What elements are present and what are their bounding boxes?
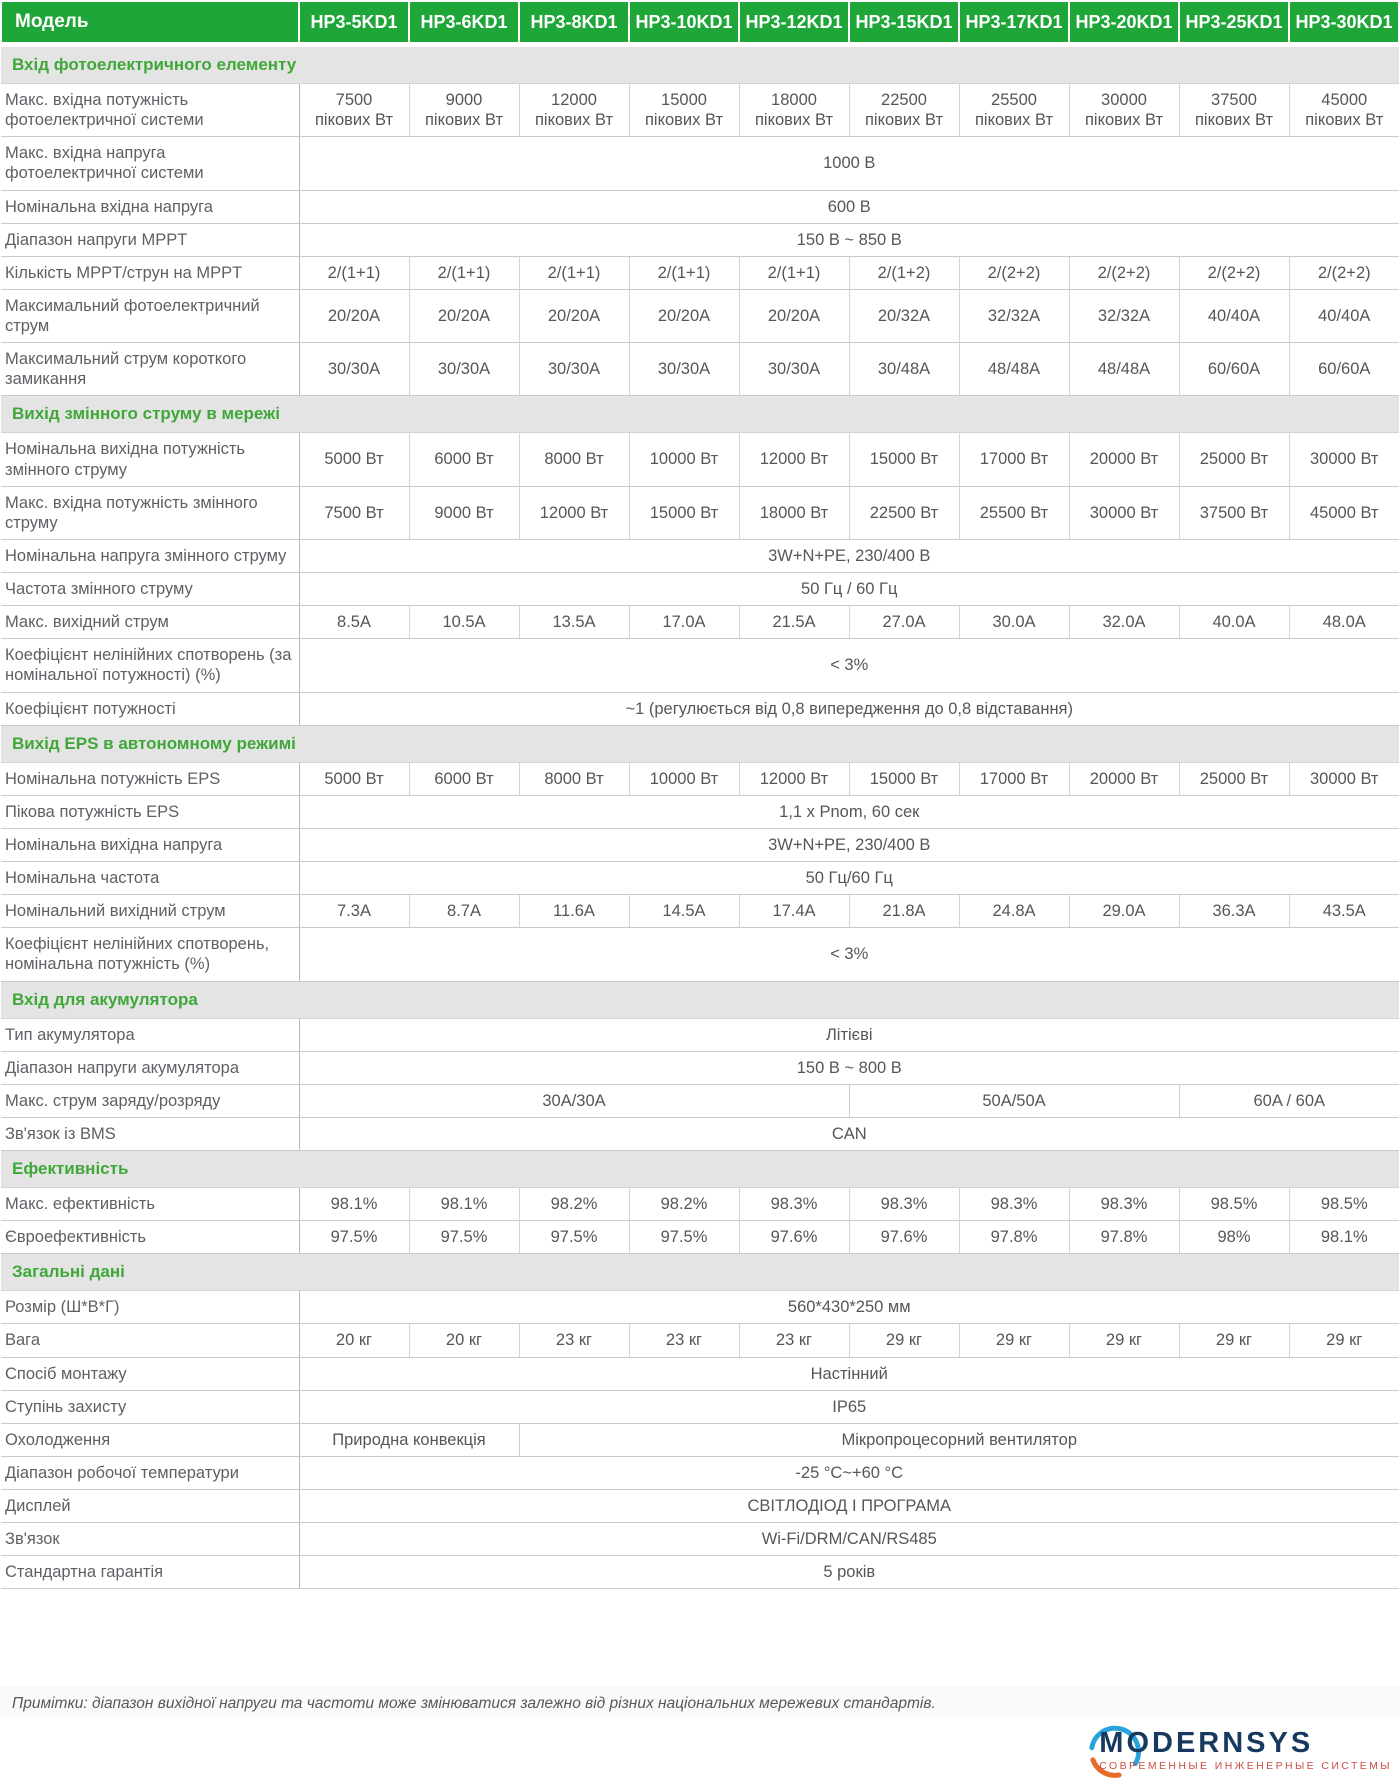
value-cell: 8000 Вт — [519, 433, 629, 486]
footnote-text: Примітки: діапазон вихідної напруги та частоти може змінюватися залежно від різних національних мережевих стандартів. — [0, 1686, 1400, 1719]
value-cell: 20/20A — [519, 289, 629, 342]
logo-name: MODERNSYS — [1099, 1727, 1314, 1760]
merged-value-cell: 1,1 x Pnom, 60 сек — [299, 795, 1399, 828]
model-header-row — [1, 1, 1399, 45]
value-cell: 98.1% — [409, 1188, 519, 1221]
spec-row — [1, 1084, 1399, 1117]
logo-row — [0, 1719, 1400, 1783]
model-header-cell: HP3-6KD1 — [409, 1, 519, 45]
value-cell: 2/(2+2) — [1289, 256, 1399, 289]
value-cell: 30000 Вт — [1289, 433, 1399, 486]
row-label-cell: Номінальна частота — [1, 862, 299, 895]
model-header-cell: HP3-10KD1 — [629, 1, 739, 45]
value-cell: 45000 Вт — [1289, 486, 1399, 539]
value-cell: 7500 Вт — [299, 486, 409, 539]
value-cell: 9000 Вт — [409, 486, 519, 539]
value-cell: 30/30A — [409, 343, 519, 396]
group-value-cell: 30A/30A — [299, 1084, 849, 1117]
value-cell: 37500 Вт — [1179, 486, 1289, 539]
value-cell: 20/20A — [299, 289, 409, 342]
value-cell: 30000 Вт — [1289, 762, 1399, 795]
spec-row — [1, 223, 1399, 256]
value-cell: 98.1% — [299, 1188, 409, 1221]
logo-tagline: СОВРЕМЕННЫЕ ИНЖЕНЕРНЫЕ СИСТЕМЫ — [1099, 1759, 1392, 1772]
value-cell: 15000 Вт — [849, 762, 959, 795]
section-header-row — [1, 1254, 1399, 1291]
value-cell: 40/40A — [1289, 289, 1399, 342]
value-cell: 32/32A — [959, 289, 1069, 342]
row-label-cell: Зв'язок — [1, 1523, 299, 1556]
row-label-cell: Розмір (Ш*В*Г) — [1, 1291, 299, 1324]
spec-row — [1, 1117, 1399, 1150]
spec-row — [1, 256, 1399, 289]
value-cell: 24.8A — [959, 895, 1069, 928]
row-label-cell: Номінальна вихідна потужність змінного струму — [1, 433, 299, 486]
value-cell: 30/30A — [739, 343, 849, 396]
spec-row — [1, 1051, 1399, 1084]
value-cell: 32.0A — [1069, 606, 1179, 639]
value-cell: 97.5% — [629, 1221, 739, 1254]
model-header-label: Модель — [1, 1, 299, 45]
row-label-cell: Тип акумулятора — [1, 1018, 299, 1051]
value-cell: 21.5A — [739, 606, 849, 639]
value-cell: 32/32A — [1069, 289, 1179, 342]
row-label-cell: Номінальна напруга змінного струму — [1, 539, 299, 572]
spec-row — [1, 895, 1399, 928]
merged-value-cell: -25 °C~+60 °C — [299, 1456, 1399, 1489]
value-cell: 12000 Вт — [519, 486, 629, 539]
value-cell: 98% — [1179, 1221, 1289, 1254]
logo-text — [1099, 1728, 1392, 1771]
value-cell: 18000 Вт — [739, 486, 849, 539]
value-cell: 29 кг — [849, 1324, 959, 1357]
row-label-cell: Ступінь захисту — [1, 1390, 299, 1423]
row-label-cell: Частота змінного струму — [1, 573, 299, 606]
value-cell: 20000 Вт — [1069, 433, 1179, 486]
group-value-cell: 60A / 60A — [1179, 1084, 1399, 1117]
value-cell: 20 кг — [409, 1324, 519, 1357]
value-cell: 2/(1+2) — [849, 256, 959, 289]
value-cell: 98.3% — [959, 1188, 1069, 1221]
row-label-cell: Дисплей — [1, 1490, 299, 1523]
value-cell: 98.3% — [1069, 1188, 1179, 1221]
merged-value-cell: 1000 В — [299, 137, 1399, 190]
model-header-cell: HP3-12KD1 — [739, 1, 849, 45]
model-header-cell: HP3-5KD1 — [299, 1, 409, 45]
value-cell: 7.3A — [299, 895, 409, 928]
merged-value-cell: ~1 (регулюється від 0,8 випередження до 0,8 відставання) — [299, 692, 1399, 725]
spec-row — [1, 137, 1399, 190]
merged-value-cell: 150 В ~ 800 В — [299, 1051, 1399, 1084]
merged-value-cell: 50 Гц / 60 Гц — [299, 573, 1399, 606]
value-cell: 25000 Вт — [1179, 762, 1289, 795]
row-label-cell: Макс. ефективність — [1, 1188, 299, 1221]
row-label-cell: Зв'язок із BMS — [1, 1117, 299, 1150]
section-title: Загальні дані — [1, 1254, 1399, 1291]
value-cell: 10000 Вт — [629, 433, 739, 486]
merged-value-cell: 150 В ~ 850 В — [299, 223, 1399, 256]
merged-value-cell: IP65 — [299, 1390, 1399, 1423]
value-cell: 11.6A — [519, 895, 629, 928]
value-cell: 9000 пікових Вт — [409, 84, 519, 137]
value-cell: 48/48A — [1069, 343, 1179, 396]
value-cell: 25500 Вт — [959, 486, 1069, 539]
merged-value-cell: CAN — [299, 1117, 1399, 1150]
value-cell: 2/(2+2) — [1179, 256, 1289, 289]
spec-row — [1, 1188, 1399, 1221]
group-value-cell: Природна конвекція — [299, 1423, 519, 1456]
value-cell: 23 кг — [739, 1324, 849, 1357]
value-cell: 27.0A — [849, 606, 959, 639]
value-cell: 22500 Вт — [849, 486, 959, 539]
value-cell: 29 кг — [1069, 1324, 1179, 1357]
model-header-cell: HP3-17KD1 — [959, 1, 1069, 45]
row-label-cell: Вага — [1, 1324, 299, 1357]
section-title: Вхід для акумулятора — [1, 981, 1399, 1018]
value-cell: 20 кг — [299, 1324, 409, 1357]
value-cell: 7500 пікових Вт — [299, 84, 409, 137]
value-cell: 23 кг — [629, 1324, 739, 1357]
spec-row — [1, 433, 1399, 486]
section-header-row — [1, 45, 1399, 84]
spec-row — [1, 639, 1399, 692]
value-cell: 6000 Вт — [409, 762, 519, 795]
value-cell: 98.2% — [629, 1188, 739, 1221]
value-cell: 45000 пікових Вт — [1289, 84, 1399, 137]
row-label-cell: Номінальна вхідна напруга — [1, 190, 299, 223]
value-cell: 8000 Вт — [519, 762, 629, 795]
section-header-row — [1, 981, 1399, 1018]
merged-value-cell: 50 Гц/60 Гц — [299, 862, 1399, 895]
value-cell: 29 кг — [959, 1324, 1069, 1357]
section-header-row — [1, 1151, 1399, 1188]
value-cell: 17.4A — [739, 895, 849, 928]
row-label-cell: Макс. вхідна потужність фотоелектричної системи — [1, 84, 299, 137]
spec-row — [1, 1456, 1399, 1489]
value-cell: 60/60A — [1179, 343, 1289, 396]
value-cell: 12000 Вт — [739, 433, 849, 486]
spec-row — [1, 1221, 1399, 1254]
value-cell: 2/(2+2) — [959, 256, 1069, 289]
value-cell: 60/60A — [1289, 343, 1399, 396]
value-cell: 98.3% — [849, 1188, 959, 1221]
row-label-cell: Коефіцієнт потужності — [1, 692, 299, 725]
value-cell: 2/(1+1) — [409, 256, 519, 289]
value-cell: 36.3A — [1179, 895, 1289, 928]
value-cell: 30/30A — [299, 343, 409, 396]
row-label-cell: Кількість MPPT/струн на MPPT — [1, 256, 299, 289]
model-header-cell: HP3-15KD1 — [849, 1, 959, 45]
section-title: Вхід фотоелектричного елементу — [1, 45, 1399, 84]
row-label-cell: Пікова потужність EPS — [1, 795, 299, 828]
value-cell: 20/20A — [409, 289, 519, 342]
section-header-row — [1, 396, 1399, 433]
value-cell: 2/(1+1) — [739, 256, 849, 289]
spec-row — [1, 762, 1399, 795]
value-cell: 30.0A — [959, 606, 1069, 639]
value-cell: 29 кг — [1289, 1324, 1399, 1357]
merged-value-cell: 3W+N+PE, 230/400 В — [299, 539, 1399, 572]
value-cell: 30000 пікових Вт — [1069, 84, 1179, 137]
merged-value-cell: 3W+N+PE, 230/400 В — [299, 828, 1399, 861]
model-header-cell: HP3-8KD1 — [519, 1, 629, 45]
row-label-cell: Діапазон робочої температури — [1, 1456, 299, 1489]
value-cell: 20/20A — [629, 289, 739, 342]
section-title: Ефективність — [1, 1151, 1399, 1188]
modernsys-logo — [1086, 1721, 1392, 1779]
value-cell: 98.2% — [519, 1188, 629, 1221]
value-cell: 40.0A — [1179, 606, 1289, 639]
spec-row — [1, 1490, 1399, 1523]
model-header-cell: HP3-20KD1 — [1069, 1, 1179, 45]
value-cell: 23 кг — [519, 1324, 629, 1357]
model-header-cell: HP3-25KD1 — [1179, 1, 1289, 45]
row-label-cell: Номінальна вихідна напруга — [1, 828, 299, 861]
section-title: Вихід змінного струму в мережі — [1, 396, 1399, 433]
value-cell: 22500 пікових Вт — [849, 84, 959, 137]
row-label-cell: Макс. вихідний струм — [1, 606, 299, 639]
spec-row — [1, 1324, 1399, 1357]
spec-row — [1, 606, 1399, 639]
row-label-cell: Номінальна потужність EPS — [1, 762, 299, 795]
value-cell: 48.0A — [1289, 606, 1399, 639]
spec-row — [1, 1556, 1399, 1589]
spec-row — [1, 539, 1399, 572]
spec-row — [1, 1390, 1399, 1423]
value-cell: 98.5% — [1289, 1188, 1399, 1221]
value-cell: 97.8% — [959, 1221, 1069, 1254]
spec-row — [1, 1357, 1399, 1390]
group-value-cell: Мікропроцесорний вентилятор — [519, 1423, 1399, 1456]
spec-row — [1, 692, 1399, 725]
row-label-cell: Максимальний струм короткого замикання — [1, 343, 299, 396]
spec-row — [1, 1523, 1399, 1556]
spec-row — [1, 1291, 1399, 1324]
row-label-cell: Коефіцієнт нелінійних спотворень (за номінальної потужності) (%) — [1, 639, 299, 692]
merged-value-cell: СВІТЛОДІОД І ПРОГРАМА — [299, 1490, 1399, 1523]
value-cell: 13.5A — [519, 606, 629, 639]
value-cell: 2/(2+2) — [1069, 256, 1179, 289]
value-cell: 10000 Вт — [629, 762, 739, 795]
row-label-cell: Коефіцієнт нелінійних спотворень, номінальна потужність (%) — [1, 928, 299, 981]
value-cell: 30000 Вт — [1069, 486, 1179, 539]
spec-row — [1, 828, 1399, 861]
value-cell: 5000 Вт — [299, 433, 409, 486]
row-label-cell: Стандартна гарантія — [1, 1556, 299, 1589]
value-cell: 40/40A — [1179, 289, 1289, 342]
row-label-cell: Максимальний фотоелектричний струм — [1, 289, 299, 342]
value-cell: 12000 пікових Вт — [519, 84, 629, 137]
value-cell: 97.6% — [849, 1221, 959, 1254]
value-cell: 15000 пікових Вт — [629, 84, 739, 137]
value-cell: 30/30A — [629, 343, 739, 396]
value-cell: 20000 Вт — [1069, 762, 1179, 795]
merged-value-cell: 5 років — [299, 1556, 1399, 1589]
value-cell: 17000 Вт — [959, 433, 1069, 486]
value-cell: 25000 Вт — [1179, 433, 1289, 486]
value-cell: 25500 пікових Вт — [959, 84, 1069, 137]
row-label-cell: Номінальний вихідний струм — [1, 895, 299, 928]
value-cell: 98.5% — [1179, 1188, 1289, 1221]
value-cell: 97.5% — [409, 1221, 519, 1254]
row-label-cell: Макс. вхідна потужність змінного струму — [1, 486, 299, 539]
value-cell: 97.8% — [1069, 1221, 1179, 1254]
value-cell: 15000 Вт — [849, 433, 959, 486]
value-cell: 43.5A — [1289, 895, 1399, 928]
value-cell: 98.3% — [739, 1188, 849, 1221]
spec-row — [1, 343, 1399, 396]
merged-value-cell: 560*430*250 мм — [299, 1291, 1399, 1324]
group-value-cell: 50A/50A — [849, 1084, 1179, 1117]
row-label-cell: Спосіб монтажу — [1, 1357, 299, 1390]
spec-row — [1, 1423, 1399, 1456]
section-header-row — [1, 725, 1399, 762]
merged-value-cell: Wi-Fi/DRM/CAN/RS485 — [299, 1523, 1399, 1556]
value-cell: 5000 Вт — [299, 762, 409, 795]
spec-row — [1, 190, 1399, 223]
value-cell: 20/32A — [849, 289, 959, 342]
value-cell: 6000 Вт — [409, 433, 519, 486]
row-label-cell: Макс. струм заряду/розряду — [1, 1084, 299, 1117]
value-cell: 37500 пікових Вт — [1179, 84, 1289, 137]
row-label-cell: Макс. вхідна напруга фотоелектричної системи — [1, 137, 299, 190]
value-cell: 98.1% — [1289, 1221, 1399, 1254]
value-cell: 18000 пікових Вт — [739, 84, 849, 137]
value-cell: 2/(1+1) — [519, 256, 629, 289]
value-cell: 8.7A — [409, 895, 519, 928]
spec-row — [1, 289, 1399, 342]
value-cell: 20/20A — [739, 289, 849, 342]
row-label-cell: Діапазон напруги акумулятора — [1, 1051, 299, 1084]
spec-row — [1, 928, 1399, 981]
value-cell: 12000 Вт — [739, 762, 849, 795]
spec-row — [1, 1018, 1399, 1051]
value-cell: 10.5A — [409, 606, 519, 639]
merged-value-cell: Літієві — [299, 1018, 1399, 1051]
row-label-cell: Євроефективність — [1, 1221, 299, 1254]
value-cell: 97.6% — [739, 1221, 849, 1254]
value-cell: 29.0A — [1069, 895, 1179, 928]
row-label-cell: Охолодження — [1, 1423, 299, 1456]
merged-value-cell: < 3% — [299, 639, 1399, 692]
value-cell: 15000 Вт — [629, 486, 739, 539]
merged-value-cell: Настінний — [299, 1357, 1399, 1390]
value-cell: 14.5A — [629, 895, 739, 928]
model-header-cell: HP3-30KD1 — [1289, 1, 1399, 45]
spec-row — [1, 84, 1399, 137]
value-cell: 2/(1+1) — [629, 256, 739, 289]
value-cell: 97.5% — [299, 1221, 409, 1254]
page-footer — [0, 1686, 1400, 1783]
merged-value-cell: 600 В — [299, 190, 1399, 223]
spec-row — [1, 486, 1399, 539]
value-cell: 30/48A — [849, 343, 959, 396]
section-title: Вихід EPS в автономному режимі — [1, 725, 1399, 762]
merged-value-cell: < 3% — [299, 928, 1399, 981]
value-cell: 29 кг — [1179, 1324, 1289, 1357]
spec-row — [1, 795, 1399, 828]
value-cell: 2/(1+1) — [299, 256, 409, 289]
value-cell: 97.5% — [519, 1221, 629, 1254]
value-cell: 21.8A — [849, 895, 959, 928]
row-label-cell: Діапазон напруги MPPT — [1, 223, 299, 256]
value-cell: 48/48A — [959, 343, 1069, 396]
value-cell: 17000 Вт — [959, 762, 1069, 795]
spec-row — [1, 573, 1399, 606]
spec-row — [1, 862, 1399, 895]
value-cell: 8.5A — [299, 606, 409, 639]
value-cell: 17.0A — [629, 606, 739, 639]
value-cell: 30/30A — [519, 343, 629, 396]
